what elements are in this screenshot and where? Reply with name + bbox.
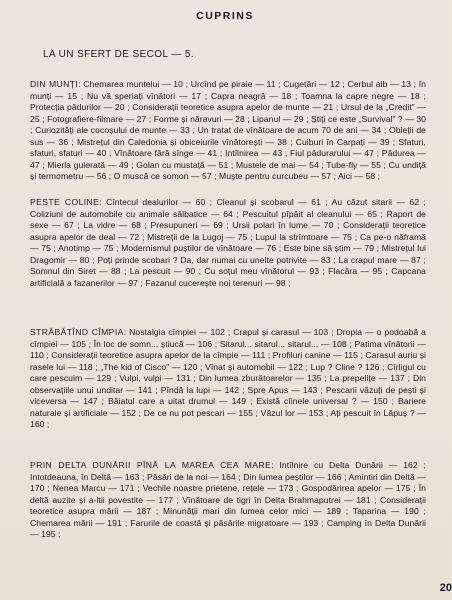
section-entries: : Nostalgia cîmpiei — 102 ; Crapul și carasul — 103 ; Dropia — o podoabă a cîmpiei — 105 ; În loc de somn... știucă — 106 ; Sitarul... sitarul... sitarul... — 108 ; Patima vînătorii — 110 ; Considerații teoretice asupra apelor de la cîmpie — 111 ; Profiluri canine — 115 ; Carasul auriu și rasele lui — 118 ; „The kid of Cisco” — 120 ; Vînat și automobil — 122 ; Lup ? Cline ? 126 ; Cîrligul cu care pescuim — 129 ; Vulpi, vulpi — 131 ; Din lumea zburătoarelor — 135 ; La prepelițe — 137 ; Din observațiile unui unditar — 141 ; Pîndă la lupi — 142 ; Spre Apus — 143 ; Pescarii văzuți de pești și viceversa — 147 ; Băiatul care a uitat drumul — 149 ; Există cîinele universal ? — 150 ; Bariere naturale și artificiale — 152 ; De ce nu pot pescari — 155 ; Văzul lor — 153 ; Ați pescuit în Lăpuș ? — 160 ; — [30, 327, 426, 430]
section-entries: : Intîlnire cu Delta Dunării — 162 ; Intotdeauna, în Deltă — 163 ; Păsări de la noi — 164 ; Din lumea peștilor — 166 ; Amintiri din Deltă — 170 ; Nenea Marcu — 171 ; Vechile noastre prietene, rețele — 173 ; Gospodărirea apelor — 175 ; În deltă auzite și a-ltii povestite — 177 ; Vînătoare de tigri în Delta Brahmaputrei — 181 ; Considerații teoretice asupra mării — 187 ; Minunății mari din lumea celor mici — 189 ; Taparina — 190 ; Chemarea mării — 191 ; Farurile de coastă și păsările migratoare — 193 ; Camping în Delta Dunării — 195 ; — [30, 460, 426, 540]
section-entries: : Cîntecul dealurilor — 60 ; Cleanul și scobarul — 61 ; Au căzut sitarii — 62 ; Coliziuni de automobile cu animale sălbatice — 64 ; Pescuitul pîpăit al cleanului — 65 ; Raport de sexe — 67 ; La vidre — 68 ; Presupuneri — 69 ; Ursii polari în lume — 70 ; Considerații teoretice asupra apelor de deal — 72 ; Mistreții de la Lugoj — 75 ; Lupul la strîmtoare — 75 ; Ca pe-o năframă — 75 ; Anotimp — 75 ; Modernismul puștilor de vînătoare — 76 ; Este bine să știm — 79 ; Mistrețul lui Dragomir — 80 ; Poți prinde scobari ? Da, dar numai cu unelte potrivite — 83 ; La crapul mare — 87 ; Somnul din Siret — 88 ; La pescuit — 90 ; Cu soțul meu vînătorul — 93 ; Flacăra — 95 ; Capcana artificială a fazanerilor — 97 ; Fazanul cucerește noi terenuri — 98 ; — [30, 197, 426, 288]
section-heading: PESTE COLINE — [30, 197, 100, 207]
toc-section-delta — [30, 460, 426, 541]
section-heading: DIN MUNȚI — [30, 79, 79, 89]
section-heading: STRĂBĂTÎND CÎMPIA — [30, 327, 124, 337]
toc-section-mountains — [30, 79, 426, 183]
page-title: CUPRINS — [196, 10, 254, 22]
page-number: 20 — [439, 582, 452, 594]
toc-section-plain — [30, 327, 426, 431]
section-entries: : Chemarea muntelui — 10 ; Urcînd pe piraie — 11 ; Cugetări — 12 ; Cerbul alb — 13 ; In munți — 15 ; Nu vă speriați vînători — 17 ; Capra neagră — 18 ; Toamna la capre negre — 18 ; Protecția pădurilor — 20 ; Considerații teoretice asupra apelor de munte — 21 ; Ursul de la „Credit” — 25 ; Fotografiere-filmare — 27 ; Forme și năravuri — 28 ; Lipanul — 29 ; Știți ce este „Survival” ? — 30 ; Curiozități ale cocoșului de munte — 33 ; Un tratat de vînătoare de acum 70 de ani — 34 ; Obleții de sus — 36 ; Mistrețul din Caledonia și obiceiurile vînătorești — 38 ; Cuiburi în Carpați — 39 ; Sfaturi, sfaturi, sfaturi — 40 ; Vînătoare fără sînge — 41 ; Intîlnirea — 43 ; Fiul pădurarului — 47 ; Pădurea — 47 ; Mierla gulerată — 49 ; Golan cu mustață — 51 ; Mustele de mai — 54 ; Tube-fly — 55 ; Cu undiță și termometru — 56 ; O muscă ce somon — 57 ; Muște pentru curcubeu — 57 ; Aici — 58 ; — [30, 79, 427, 182]
toc-section-hills — [30, 197, 426, 289]
section-heading: PRIN DELTA DUNĂRII PÎNĂ LA MAREA CEA MARE — [30, 460, 272, 470]
toc-entry-intro: LA UN SFERT DE SECOL — 5. — [43, 49, 194, 60]
